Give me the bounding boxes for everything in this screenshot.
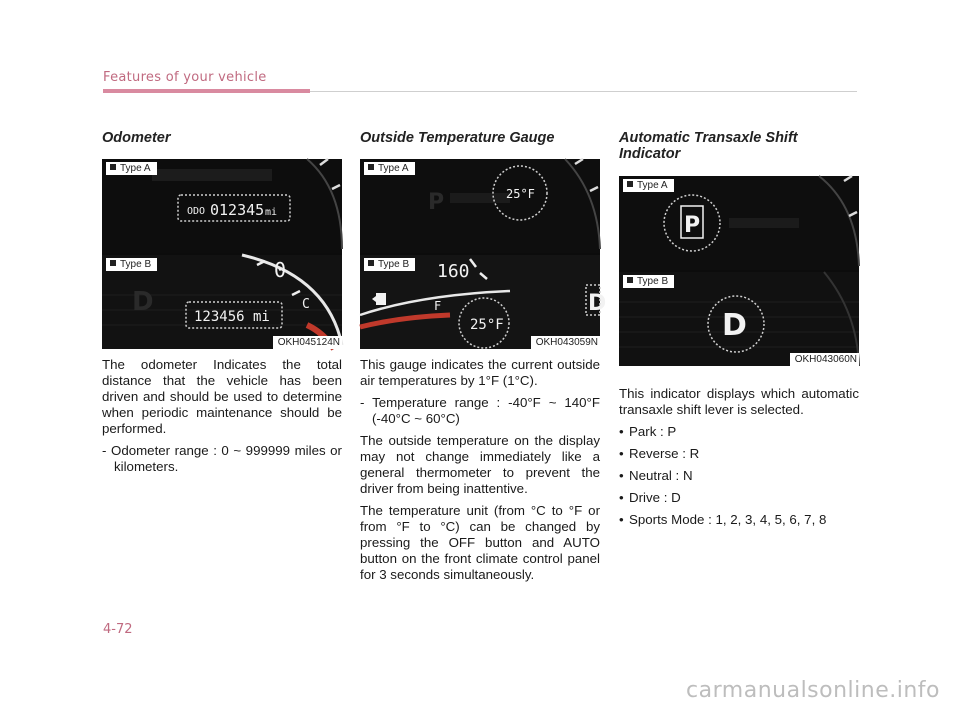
shift-position-list: [619, 424, 859, 528]
shift-b-letter: D: [722, 308, 747, 343]
list-item: • Sports Mode : 1, 2, 3, 4, 5, 6, 7, 8: [619, 512, 859, 528]
temp-b-gear: D: [588, 291, 607, 316]
list-item: • Drive : D: [619, 490, 859, 506]
outside-temp-range-item: - Temperature range : -40°F ~ 140°F (-40°C ~ 60°C): [360, 395, 600, 426]
figure-code: OKH043059N: [531, 336, 600, 349]
square-bullet-icon: [627, 181, 633, 187]
odometer-heading: Odometer: [102, 130, 171, 146]
figure-code: OKH043060N: [790, 353, 859, 366]
outside-temp-body: [360, 357, 600, 583]
odometer-a-prefix: ODO: [187, 206, 206, 217]
shift-panel-b: [619, 272, 859, 366]
odometer-a-value: 012345: [210, 201, 265, 219]
speed-b-value: 160: [437, 261, 470, 282]
odometer-paragraph: The odometer Indicates the total distance that the vehicle has been driven and should be used to determine when periodic maintenance should be performed.: [102, 357, 342, 436]
shift-a-letter: P: [684, 213, 701, 238]
header-title: Features of your vehicle: [103, 70, 267, 85]
type-b-tag: Type B: [364, 258, 415, 271]
type-a-tag: Type A: [623, 179, 674, 192]
outside-temp-section: [360, 130, 607, 589]
odometer-range-item: - Odometer range : 0 ~ 999999 miles or kilometers.: [102, 443, 342, 474]
shift-indicator-figure: [619, 176, 859, 366]
temp-a-letter: P: [428, 190, 445, 215]
shift-panel-a: [619, 176, 859, 270]
gauge-b-zero: 0: [274, 258, 287, 282]
odometer-body: [102, 357, 342, 475]
fuel-f-label: F: [434, 299, 442, 313]
list-item: • Reverse : R: [619, 446, 859, 462]
outside-temp-panel-a: [360, 159, 600, 253]
watermark-text: carmanualsonline.info: [686, 678, 940, 703]
square-bullet-icon: [110, 260, 116, 266]
odometer-figure: [102, 159, 342, 349]
temp-b-value: 25°F: [470, 317, 504, 333]
outside-temp-para-1: This gauge indicates the current outside air temperatures by 1°F (1°C).: [360, 357, 600, 388]
square-bullet-icon: [368, 260, 374, 266]
header-accent-bar: [103, 89, 310, 93]
gauge-b-d: D: [132, 287, 154, 317]
outside-temp-panel-b: [360, 255, 607, 349]
shift-indicator-body: [619, 386, 859, 528]
temp-a-value: 25°F: [506, 187, 535, 201]
figure-code: OKH045124N: [273, 336, 342, 349]
gauge-b-c: C: [302, 297, 310, 312]
shift-indicator-heading: Automatic Transaxle Shift Indicator: [619, 130, 798, 162]
odometer-b-value: 123456 mi: [194, 309, 270, 325]
square-bullet-icon: [110, 164, 116, 170]
type-a-tag: Type A: [106, 162, 157, 175]
header-rule: [310, 91, 857, 92]
type-b-tag: Type B: [106, 258, 157, 271]
odometer-panel-a: [102, 159, 342, 253]
odometer-section: [102, 130, 342, 481]
list-item: • Neutral : N: [619, 468, 859, 484]
type-a-tag: Type A: [364, 162, 415, 175]
page-number: 4-72: [103, 622, 133, 637]
outside-temp-figure: [360, 159, 607, 349]
shift-indicator-intro: This indicator displays which automatic transaxle shift lever is selected.: [619, 386, 859, 417]
odometer-a-unit: mi: [265, 207, 278, 218]
square-bullet-icon: [368, 164, 374, 170]
outside-temp-heading: Outside Temperature Gauge: [360, 130, 555, 146]
list-item: • Park : P: [619, 424, 859, 440]
outside-temp-para-3: The temperature unit (from °C to °F or from °F to °C) can be changed by pressing the OFF button and AUTO button on the front climate control panel for 3 seconds simultaneously.: [360, 503, 600, 582]
shift-indicator-section: [619, 130, 859, 534]
square-bullet-icon: [627, 277, 633, 283]
odometer-panel-b: [102, 255, 342, 349]
type-b-tag: Type B: [623, 275, 674, 288]
outside-temp-para-2: The outside temperature on the display may not change immediately like a general thermometer to prevent the driver from being inattentive.: [360, 433, 600, 496]
